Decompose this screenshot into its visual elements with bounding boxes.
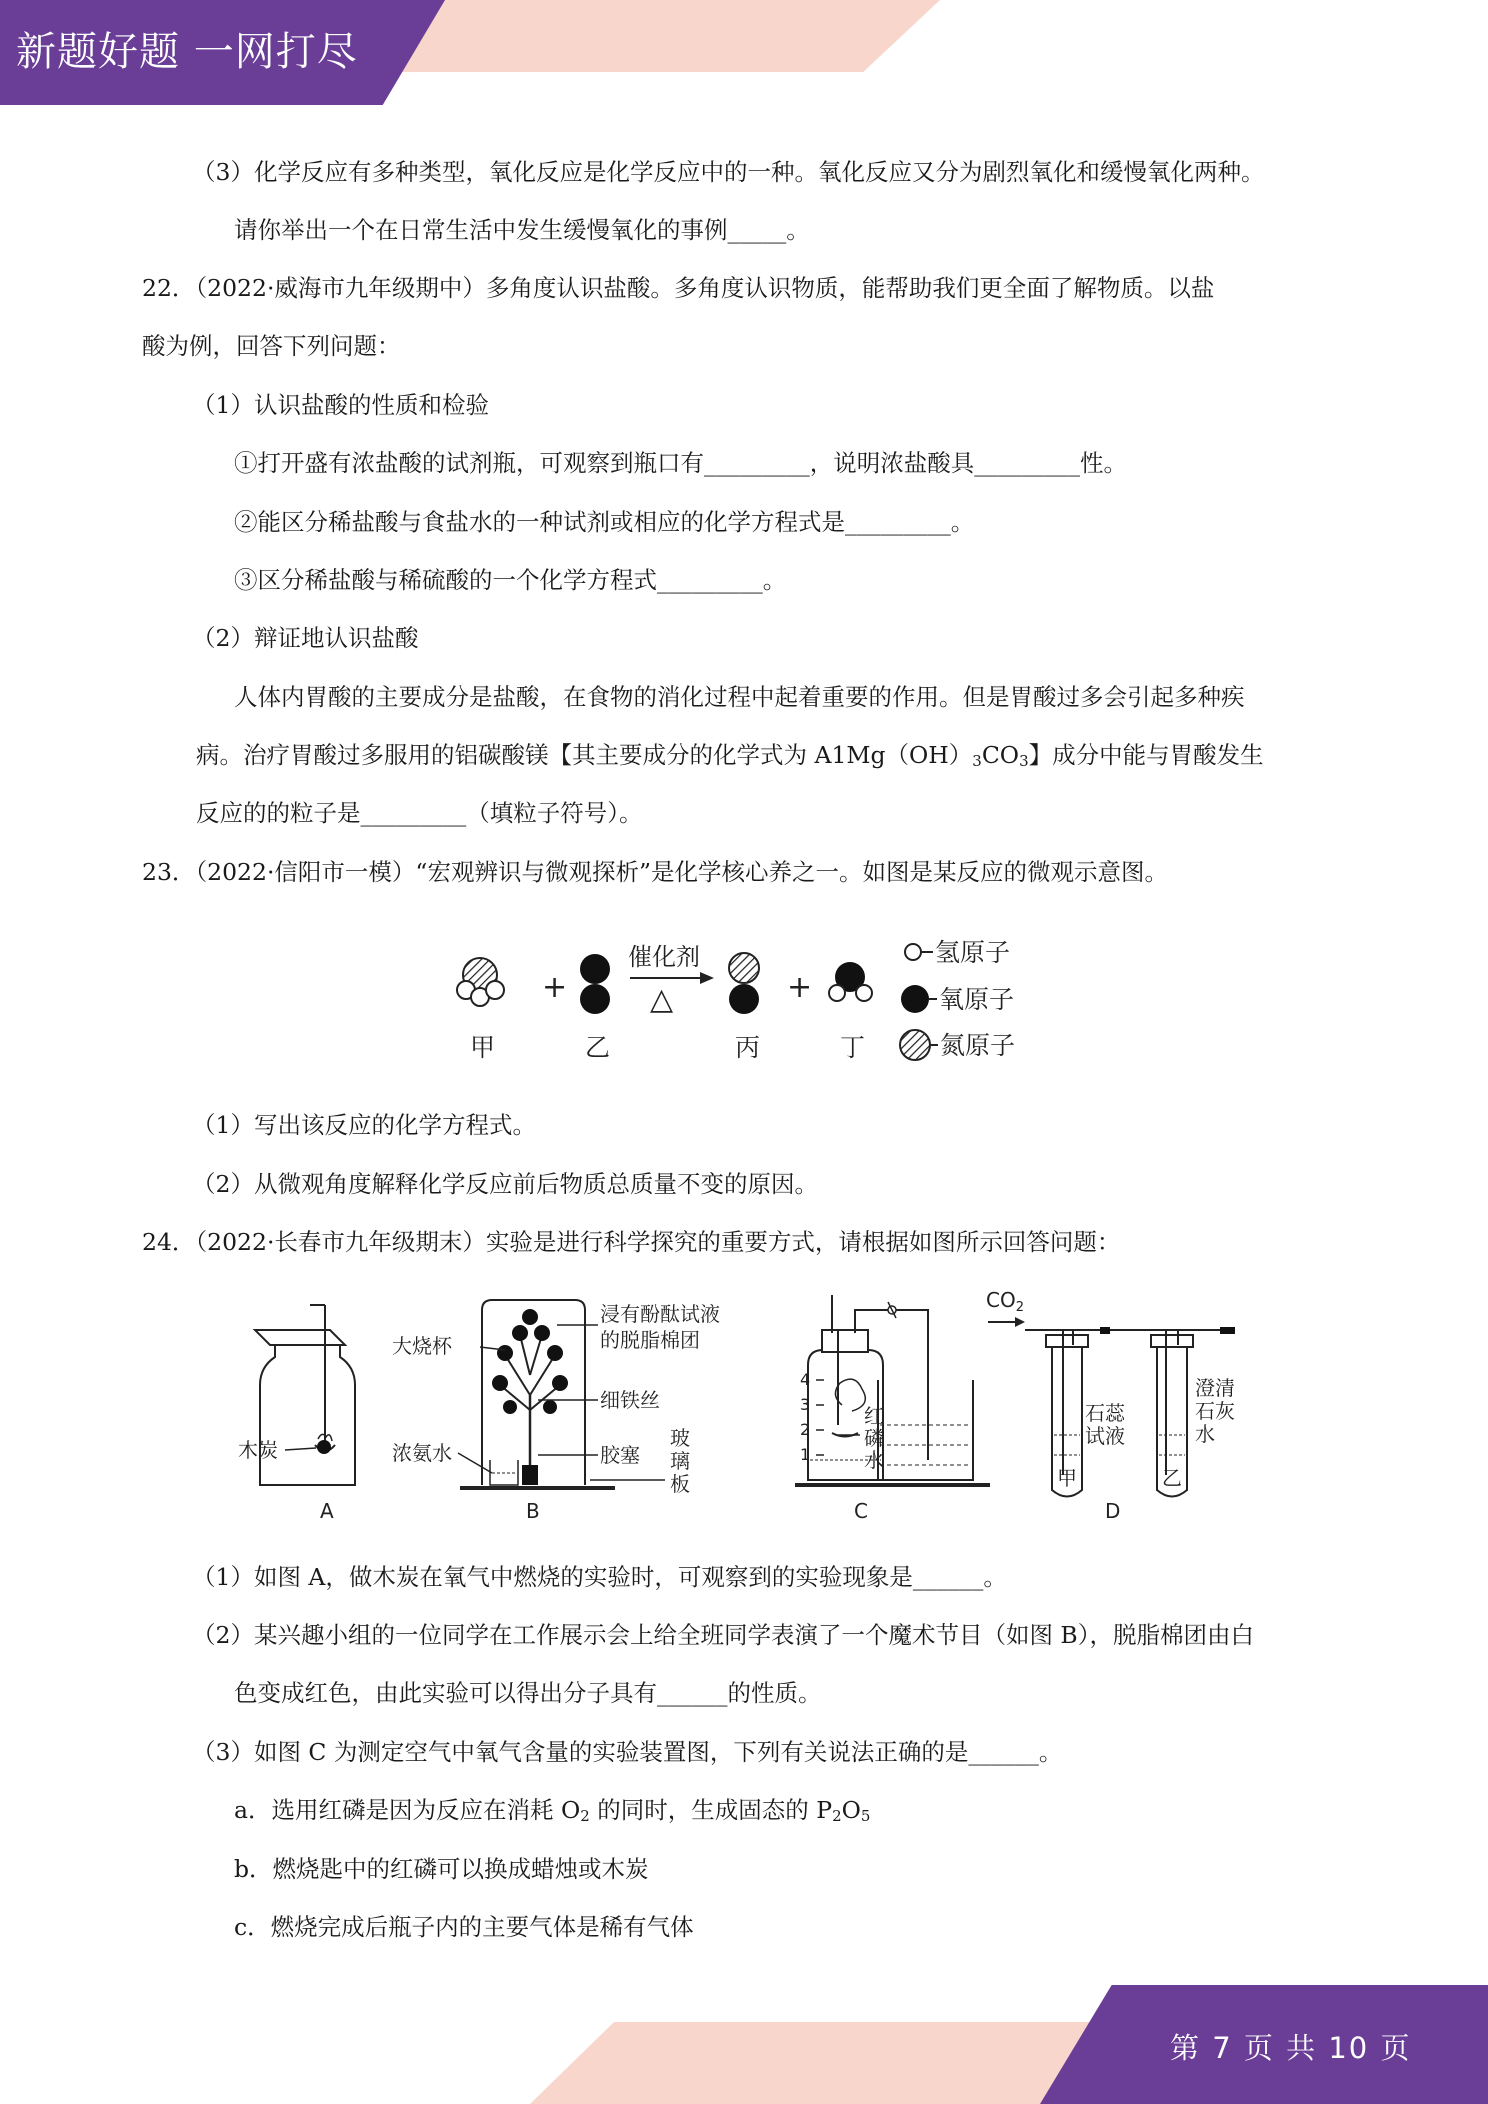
apparatus-a <box>238 1305 355 1523</box>
q24-stem: 24．（2022·长春市九年级期末）实验是进行科学探究的重要方式，请根据如图所示回答问题： <box>142 1228 1121 1256</box>
q24-option-a: a．选用红磷是因为反应在消耗 $O_2$ 的同时，生成固态的 $P_2O_5$ <box>234 1796 871 1825</box>
q22-part2-line2: 病。治疗胃酸过多服用的铝碳酸镁【其主要成分的化学式为 $A1Mg(OH)_3CO_3$】成分中能与胃酸发生 <box>196 741 1264 770</box>
b-stopper-label: 胶塞 <box>600 1443 640 1467</box>
b-cotton-label-2: 的脱脂棉团 <box>600 1328 700 1352</box>
q22-part1-item2: ②能区分稀盐酸与食盐水的一种试剂或相应的化学方程式是_________。 <box>234 508 975 536</box>
svg-text:4: 4 <box>800 1370 811 1389</box>
legend-oxygen <box>901 985 1014 1014</box>
q22-part1-item1: ①打开盛有浓盐酸的试剂瓶，可观察到瓶口有_________，说明浓盐酸具_________性。 <box>234 449 1127 477</box>
q21-part3-line2: 请你举出一个在日常生活中发生缓慢氧化的事例_____。 <box>234 216 810 244</box>
charcoal <box>317 1440 331 1454</box>
d-tube1-label-2: 试液 <box>1085 1424 1125 1448</box>
label-ding: 丁 <box>840 1033 866 1062</box>
svg-text:2: 2 <box>800 1420 811 1439</box>
b-plate-label-1: 玻 <box>670 1426 690 1450</box>
d-tube2-label-2: 石灰 <box>1195 1399 1235 1423</box>
apparatus-d <box>986 1288 1235 1523</box>
legend-hydrogen <box>905 938 1010 967</box>
d-tube2-caption: 乙 <box>1162 1466 1182 1490</box>
b-cotton-label-1: 浸有酚酞试液 <box>600 1302 720 1326</box>
catalyst-label: 催化剂 <box>628 943 700 971</box>
heat-symbol: △ <box>650 982 674 1017</box>
a-charcoal-label: 木炭 <box>238 1438 278 1462</box>
q23-part2: （2）从微观角度解释化学反应前后物质总质量不变的原因。 <box>192 1170 818 1198</box>
molecule-yi <box>580 954 610 1014</box>
apparatus-c <box>795 1295 990 1523</box>
q24-part1: （1）如图 A，做木炭在氧气中燃烧的实验时，可观察到的实验现象是______。 <box>192 1563 1007 1591</box>
b-ammonia-label: 浓氨水 <box>392 1441 452 1465</box>
q23-part1: （1）写出该反应的化学方程式。 <box>192 1111 536 1139</box>
caption-c: C <box>854 1499 868 1523</box>
q24-part3: （3）如图 C 为测定空气中氧气含量的实验装置图，下列有关说法正确的是______。 <box>192 1738 1063 1766</box>
svg-text:氮原子: 氮原子 <box>940 1031 1016 1060</box>
q24-option-b: b．燃烧匙中的红磷可以换成蜡烛或木炭 <box>234 1855 649 1883</box>
q24-apparatus-figure <box>220 1285 1260 1530</box>
q24-part2-line1: （2）某兴趣小组的一位同学在工作展示会上给全班同学表演了一个魔术节目（如图 B），脱脂棉团由白 <box>192 1621 1254 1649</box>
svg-text:3: 3 <box>800 1395 811 1414</box>
q23-reaction-figure <box>430 925 1070 1075</box>
svg-text:1: 1 <box>800 1445 811 1464</box>
label-jia: 甲 <box>470 1033 496 1062</box>
footer-accent-band <box>530 2022 1130 2104</box>
d-tube2-label-1: 澄清 <box>1195 1376 1235 1400</box>
q24-option-c: c．燃烧完成后瓶子内的主要气体是稀有气体 <box>234 1913 694 1941</box>
d-co2-label: $CO_2$ <box>986 1288 1024 1315</box>
q23-stem: 23．（2022·信阳市一模）“宏观辨识与微观探析”是化学核心养之一。如图是某反应的微观示意图。 <box>142 858 1168 886</box>
page-number: 第 7 页 共 10 页 <box>1170 2031 1412 2065</box>
q22-part1-title: （1）认识盐酸的性质和检验 <box>192 391 489 419</box>
b-plate-label-2: 璃 <box>670 1449 690 1473</box>
b-wire-label: 细铁丝 <box>600 1388 660 1412</box>
q21-part3-line1: （3）化学反应有多种类型，氧化反应是化学反应中的一种。氧化反应又分为剧烈氧化和缓慢氧化两种。 <box>192 158 1265 186</box>
apparatus-b <box>392 1300 720 1523</box>
q22-part1-item3: ③区分稀盐酸与稀硫酸的一个化学方程式_________。 <box>234 566 787 594</box>
d-tube1-label-1: 石蕊 <box>1085 1401 1125 1425</box>
legend-nitrogen <box>900 1030 1015 1060</box>
c-label-1: 红 <box>864 1404 884 1428</box>
q22-stem-line1: 22．（2022·威海市九年级期中）多角度认识盐酸。多角度认识物质，能帮助我们更全面了解物质。以盐 <box>142 274 1215 302</box>
caption-a: A <box>320 1499 334 1523</box>
q22-part2-title: （2）辩证地认识盐酸 <box>192 624 419 652</box>
label-yi: 乙 <box>585 1033 611 1062</box>
plus-sign-2: + <box>787 970 813 1005</box>
molecule-bing <box>729 953 759 1014</box>
svg-text:氢原子: 氢原子 <box>935 938 1011 967</box>
plus-sign-1: + <box>542 970 568 1005</box>
caption-b: B <box>526 1499 540 1523</box>
q22-part2-line1: 人体内胃酸的主要成分是盐酸，在食物的消化过程中起着重要的作用。但是胃酸过多会引起多种疾 <box>234 683 1245 711</box>
c-label-2: 磷 <box>864 1426 884 1450</box>
d-tube2-label-3: 水 <box>1195 1422 1215 1446</box>
svg-text:氧原子: 氧原子 <box>939 985 1015 1014</box>
b-plate-label-3: 板 <box>670 1472 690 1496</box>
q22-stem-line2: 酸为例，回答下列问题： <box>142 332 401 360</box>
molecule-ding <box>829 962 872 1001</box>
d-tube1-caption: 甲 <box>1057 1466 1077 1490</box>
c-label-3: 水 <box>864 1448 884 1472</box>
arrow-head <box>700 972 714 984</box>
q22-part2-line3: 反应的的粒子是_________（填粒子符号）。 <box>196 799 643 827</box>
label-bing: 丙 <box>735 1033 761 1062</box>
q24-part2-line2: 色变成红色，由此实验可以得出分子具有______的性质。 <box>234 1679 822 1707</box>
caption-d: D <box>1105 1499 1121 1523</box>
molecule-jia <box>457 958 504 1006</box>
b-beaker-label: 大烧杯 <box>392 1334 452 1358</box>
header-title: 新题好题 一网打尽 <box>16 29 358 75</box>
